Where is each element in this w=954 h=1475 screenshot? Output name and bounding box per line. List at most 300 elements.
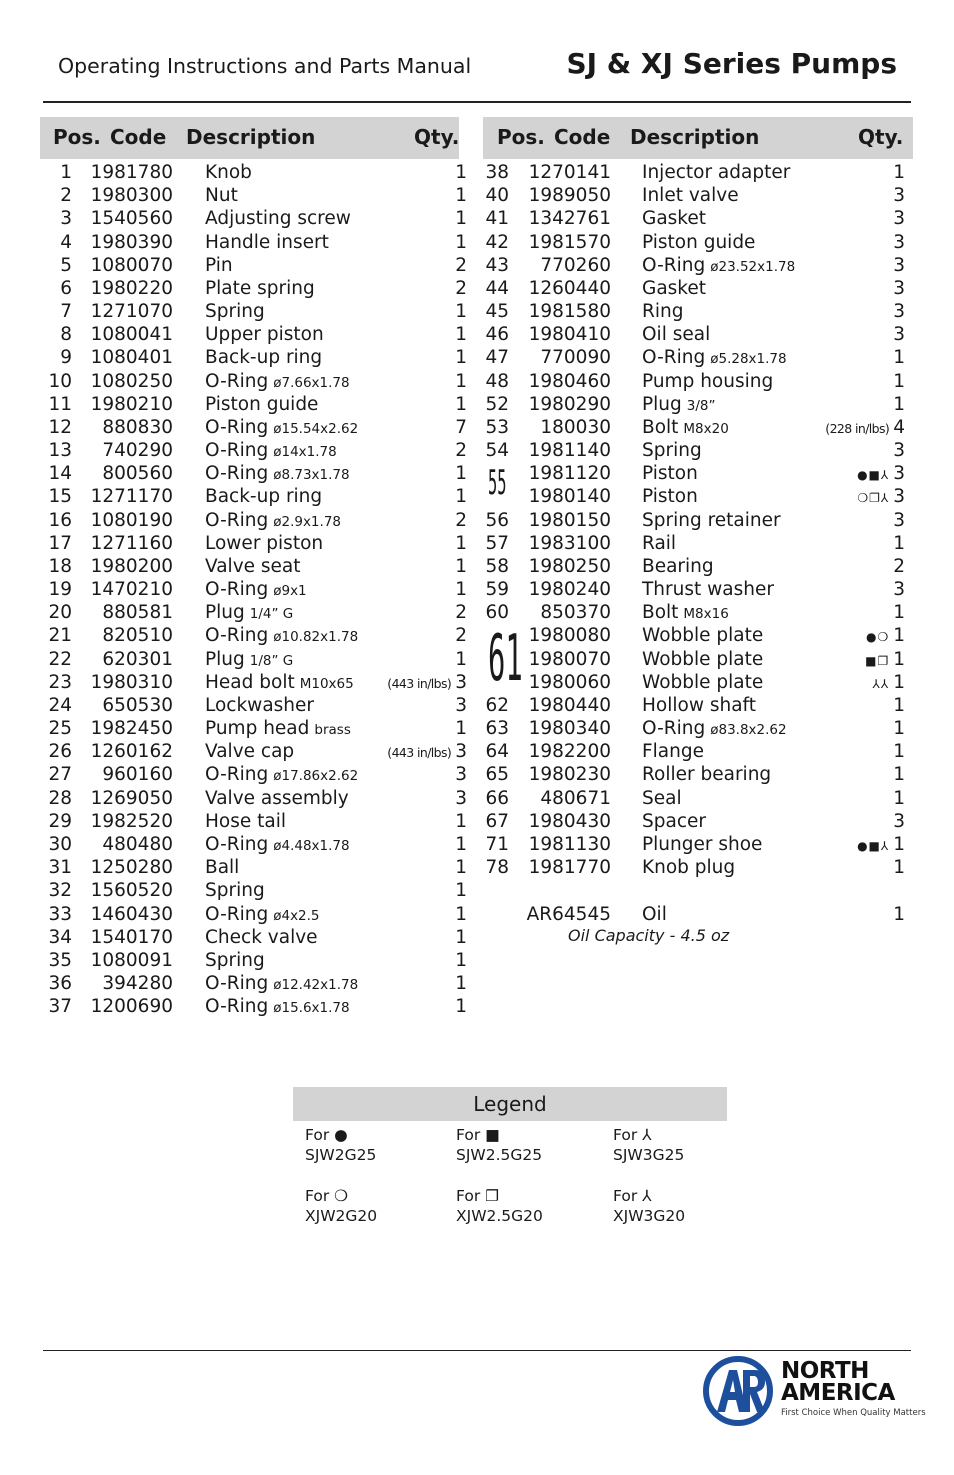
row-note: ●■⅄ bbox=[857, 838, 890, 853]
row-description-text: Valve assembly bbox=[205, 787, 349, 809]
row-qty bbox=[455, 973, 467, 994]
row-description-text: Flange bbox=[642, 741, 704, 763]
row-qty bbox=[455, 533, 467, 554]
row-code: 1980390 bbox=[90, 231, 173, 253]
row-qty-value: 1 bbox=[455, 185, 467, 207]
legend-label: For ■ bbox=[456, 1126, 500, 1144]
row-description bbox=[642, 417, 729, 438]
row-code: 1980430 bbox=[528, 810, 611, 832]
row-description-text: Injector adapter bbox=[642, 162, 791, 183]
row-description bbox=[642, 579, 774, 600]
row-qty bbox=[455, 556, 467, 577]
row-description bbox=[642, 857, 735, 878]
row-description bbox=[642, 695, 756, 716]
row-pos: 34 bbox=[48, 926, 72, 948]
row-qty-value: 1 bbox=[455, 903, 467, 925]
row-description bbox=[642, 672, 763, 693]
row-description bbox=[642, 394, 716, 415]
row-qty-value: 1 bbox=[455, 949, 467, 971]
row-code: 1269050 bbox=[90, 787, 173, 809]
row-description bbox=[642, 649, 763, 670]
row-qty-value: 1 bbox=[893, 648, 905, 670]
row-description-text: Plug bbox=[205, 648, 245, 670]
row-qty bbox=[455, 463, 467, 484]
row-spec: ø2.9x1.78 bbox=[273, 513, 341, 530]
table-row bbox=[40, 463, 470, 486]
table-row bbox=[40, 347, 470, 370]
row-qty bbox=[893, 510, 905, 531]
row-description bbox=[205, 463, 350, 484]
row-pos: 52 bbox=[485, 393, 509, 415]
row-qty bbox=[455, 232, 467, 253]
row-pos: 7 bbox=[60, 301, 72, 323]
row-pos: 20 bbox=[48, 602, 72, 624]
legend-item bbox=[456, 1125, 542, 1165]
row-qty bbox=[455, 371, 467, 392]
row-qty-value: 3 bbox=[893, 486, 905, 508]
col-pos: Pos. bbox=[497, 125, 545, 149]
row-code: 740290 bbox=[102, 440, 173, 462]
table-row bbox=[483, 625, 913, 648]
row-description bbox=[205, 208, 351, 229]
row-spec: M8x20 bbox=[683, 420, 729, 437]
row-code: 1080401 bbox=[90, 347, 173, 369]
row-spec: ø8.73x1.78 bbox=[273, 467, 350, 484]
row-code: 1080190 bbox=[90, 509, 173, 531]
row-code: 1980240 bbox=[528, 579, 611, 601]
footer-rule bbox=[43, 1350, 911, 1351]
table-row bbox=[483, 741, 913, 764]
row-pos: 47 bbox=[485, 347, 509, 369]
row-description bbox=[205, 232, 329, 253]
row-description-text: Wobble plate bbox=[642, 671, 764, 693]
table-row bbox=[40, 718, 470, 741]
row-qty-value: 3 bbox=[893, 208, 905, 230]
row-description bbox=[642, 232, 755, 253]
row-qty bbox=[455, 996, 467, 1017]
row-description-text: Plate spring bbox=[205, 277, 315, 299]
row-qty-value: 1 bbox=[455, 324, 467, 346]
row-description bbox=[642, 208, 706, 229]
row-description bbox=[205, 927, 318, 948]
row-description-text: O-Ring bbox=[205, 509, 269, 531]
table-row bbox=[483, 904, 913, 927]
legend-label: For ● bbox=[305, 1126, 348, 1144]
row-description-text: O-Ring bbox=[205, 440, 269, 462]
row-code: 1980220 bbox=[90, 277, 173, 299]
row-description bbox=[205, 996, 350, 1017]
row-pos: 40 bbox=[485, 185, 509, 207]
row-code: 1981780 bbox=[90, 162, 173, 183]
row-qty-value: 1 bbox=[893, 370, 905, 392]
row-pos: 64 bbox=[485, 741, 509, 763]
row-description bbox=[642, 741, 704, 762]
row-description bbox=[205, 649, 293, 670]
row-spec: ø10.82x1.78 bbox=[273, 629, 359, 646]
row-code: 1470210 bbox=[90, 579, 173, 601]
row-qty bbox=[455, 440, 467, 461]
table-row bbox=[40, 510, 470, 533]
table-row bbox=[40, 324, 470, 347]
row-qty bbox=[387, 672, 467, 693]
row-code: 1980460 bbox=[528, 370, 611, 392]
row-qty bbox=[893, 533, 905, 554]
row-description bbox=[642, 371, 773, 392]
row-description-text: O-Ring bbox=[642, 254, 706, 276]
row-description bbox=[205, 371, 350, 392]
row-pos: 3 bbox=[60, 208, 72, 230]
row-description-text: Piston bbox=[642, 486, 698, 508]
row-spec: ø7.66x1.78 bbox=[273, 374, 350, 391]
table-row bbox=[40, 185, 470, 208]
row-description-text: Seal bbox=[642, 787, 682, 809]
legend-label: For ⅄ bbox=[613, 1126, 652, 1144]
ar-logo-icon bbox=[703, 1356, 773, 1426]
row-qty-value: 2 bbox=[455, 277, 467, 299]
row-description-text: Knob plug bbox=[642, 857, 736, 879]
row-qty bbox=[893, 324, 905, 345]
table-row bbox=[40, 278, 470, 301]
row-pos: 66 bbox=[485, 787, 509, 809]
row-description-text: Gasket bbox=[642, 208, 707, 230]
row-description bbox=[205, 788, 349, 809]
row-qty-value: 3 bbox=[893, 463, 905, 485]
row-pos: 14 bbox=[48, 463, 72, 485]
table-row bbox=[483, 556, 913, 579]
row-qty bbox=[825, 417, 905, 438]
table-row bbox=[40, 440, 470, 463]
table-row bbox=[40, 788, 470, 811]
row-qty-value: 2 bbox=[893, 555, 905, 577]
row-code: 1980310 bbox=[90, 671, 173, 693]
row-pos: 31 bbox=[48, 857, 72, 879]
row-qty-value: 1 bbox=[455, 926, 467, 948]
table-row bbox=[40, 973, 470, 996]
col-qty: Qty. bbox=[414, 125, 460, 149]
row-description bbox=[205, 324, 324, 345]
row-spec: 1/8” G bbox=[249, 652, 294, 669]
row-code: AR64545 bbox=[526, 903, 611, 925]
row-qty-value: 3 bbox=[455, 741, 467, 763]
row-pos: 18 bbox=[48, 555, 72, 577]
row-pos: 28 bbox=[48, 787, 72, 809]
row-description bbox=[642, 463, 698, 484]
row-pos: 9 bbox=[60, 347, 72, 369]
row-qty bbox=[455, 255, 467, 276]
row-description-text: O-Ring bbox=[205, 625, 269, 647]
row-description-text: O-Ring bbox=[205, 416, 269, 438]
col-qty: Qty. bbox=[858, 125, 904, 149]
row-qty-value: 1 bbox=[893, 347, 905, 369]
row-pos: 60 bbox=[485, 602, 509, 624]
row-code: 1980410 bbox=[528, 324, 611, 346]
row-qty-value: 1 bbox=[455, 463, 467, 485]
row-qty-value: 1 bbox=[455, 208, 467, 230]
row-pos: 24 bbox=[48, 694, 72, 716]
table-row bbox=[483, 811, 913, 834]
logo-text-line1: NORTH bbox=[781, 1358, 869, 1384]
table-row bbox=[40, 602, 470, 625]
legend-label: For ❍ bbox=[305, 1187, 349, 1205]
row-description-text: Handle insert bbox=[205, 231, 329, 253]
row-description bbox=[205, 811, 286, 832]
row-description bbox=[205, 556, 301, 577]
row-pos: 8 bbox=[60, 324, 72, 346]
row-pos: 27 bbox=[48, 764, 72, 786]
col-code: Code bbox=[110, 125, 167, 149]
row-description bbox=[205, 162, 252, 183]
legend-model: SJW2G25 bbox=[305, 1146, 377, 1164]
row-qty-value: 2 bbox=[455, 625, 467, 647]
row-description bbox=[642, 904, 667, 925]
row-pos: 12 bbox=[48, 416, 72, 438]
row-qty bbox=[455, 486, 467, 507]
row-spec: ø4.48x1.78 bbox=[273, 837, 350, 854]
row-pos: 71 bbox=[485, 833, 509, 855]
row-pos: 26 bbox=[48, 741, 72, 763]
row-code: 1981130 bbox=[528, 833, 611, 855]
ar-north-america-logo bbox=[703, 1356, 926, 1426]
table-row bbox=[40, 741, 470, 764]
row-description bbox=[205, 672, 354, 693]
row-qty-value: 1 bbox=[455, 555, 467, 577]
row-qty-value: 3 bbox=[893, 277, 905, 299]
row-code: 880581 bbox=[102, 602, 173, 624]
row-qty-value: 1 bbox=[893, 764, 905, 786]
row-spec: ø15.54x2.62 bbox=[273, 420, 359, 437]
row-qty bbox=[455, 394, 467, 415]
row-code: 1980290 bbox=[528, 393, 611, 415]
row-description-text: Back-up ring bbox=[205, 486, 323, 508]
row-description bbox=[642, 602, 729, 623]
row-pos: 29 bbox=[48, 810, 72, 832]
row-qty-value: 1 bbox=[455, 162, 467, 183]
row-description bbox=[205, 973, 358, 994]
row-description-text: Bearing bbox=[642, 555, 714, 577]
table-row bbox=[40, 649, 470, 672]
row-qty bbox=[865, 649, 905, 670]
row-description bbox=[642, 278, 706, 299]
row-note: ■❐ bbox=[865, 653, 890, 668]
table-row bbox=[40, 417, 470, 440]
row-description-text: Oil bbox=[642, 903, 667, 925]
group-position-55: 55 bbox=[488, 463, 507, 503]
row-description bbox=[205, 579, 307, 600]
row-qty bbox=[455, 788, 467, 809]
table-row bbox=[40, 533, 470, 556]
row-description-text: Spring bbox=[205, 949, 265, 971]
row-qty-value: 2 bbox=[455, 602, 467, 624]
row-description-text: O-Ring bbox=[205, 996, 269, 1018]
row-spec: M10x65 bbox=[299, 675, 354, 692]
row-pos: 65 bbox=[485, 764, 509, 786]
table-row bbox=[40, 904, 470, 927]
row-code: 1260162 bbox=[90, 741, 173, 763]
col-pos: Pos. bbox=[53, 125, 101, 149]
row-qty-value: 3 bbox=[893, 231, 905, 253]
table-row bbox=[483, 324, 913, 347]
row-qty bbox=[455, 880, 467, 901]
row-pos: 33 bbox=[48, 903, 72, 925]
header-title: SJ & XJ Series Pumps bbox=[566, 47, 897, 80]
row-pos: 54 bbox=[485, 440, 509, 462]
table-row bbox=[483, 695, 913, 718]
row-qty-value: 1 bbox=[455, 486, 467, 508]
row-qty-value: 1 bbox=[893, 602, 905, 624]
row-note: ❍❐⅄ bbox=[857, 491, 890, 506]
table-row bbox=[40, 811, 470, 834]
row-description bbox=[205, 695, 314, 716]
row-code: 1271170 bbox=[90, 486, 173, 508]
table-row bbox=[483, 463, 913, 486]
row-description-text: O-Ring bbox=[205, 370, 269, 392]
table-row bbox=[40, 486, 470, 509]
row-pos: 48 bbox=[485, 370, 509, 392]
row-pos: 46 bbox=[485, 324, 509, 346]
row-description-text: Plug bbox=[205, 602, 245, 624]
row-pos: 43 bbox=[485, 254, 509, 276]
row-qty-value: 7 bbox=[455, 416, 467, 438]
row-code: 1200690 bbox=[90, 996, 173, 1018]
parts-table-left bbox=[40, 162, 470, 1019]
table-row bbox=[483, 718, 913, 741]
row-description-text: Check valve bbox=[205, 926, 318, 948]
row-code: 1980070 bbox=[528, 648, 611, 670]
row-qty-value: 3 bbox=[893, 440, 905, 462]
row-code: 1983100 bbox=[528, 532, 611, 554]
row-description bbox=[205, 394, 318, 415]
row-pos: 23 bbox=[48, 671, 72, 693]
row-qty-value: 1 bbox=[893, 741, 905, 763]
row-description-text: Wobble plate bbox=[642, 648, 764, 670]
row-description-text: Pump housing bbox=[642, 370, 774, 392]
row-pos: 1 bbox=[60, 162, 72, 183]
row-pos: 53 bbox=[485, 416, 509, 438]
table-row bbox=[40, 208, 470, 231]
row-description-text: Piston bbox=[642, 463, 698, 485]
row-note: (443 in/lbs) bbox=[387, 745, 452, 761]
row-pos: 11 bbox=[48, 393, 72, 415]
row-qty-value: 1 bbox=[893, 393, 905, 415]
legend bbox=[293, 1087, 727, 1225]
legend-label: For ⅄ bbox=[613, 1187, 652, 1205]
row-code: 880830 bbox=[102, 416, 173, 438]
row-qty-value: 3 bbox=[893, 810, 905, 832]
row-qty bbox=[455, 579, 467, 600]
row-description bbox=[642, 440, 702, 461]
row-description-text: Head bolt bbox=[205, 671, 295, 693]
row-code: 1980140 bbox=[528, 486, 611, 508]
row-description-text: Lockwasher bbox=[205, 694, 315, 716]
row-description bbox=[642, 347, 787, 368]
row-qty-value: 3 bbox=[893, 254, 905, 276]
row-qty-value: 3 bbox=[455, 694, 467, 716]
row-description-text: Spacer bbox=[642, 810, 706, 832]
legend-model: SJW3G25 bbox=[613, 1146, 685, 1164]
row-description-text: Pin bbox=[205, 254, 233, 276]
row-qty bbox=[455, 857, 467, 878]
row-description-text: O-Ring bbox=[205, 973, 269, 995]
row-description bbox=[642, 764, 771, 785]
row-pos: 37 bbox=[48, 996, 72, 1018]
row-qty bbox=[893, 904, 905, 925]
row-description bbox=[642, 162, 790, 183]
row-qty-value: 3 bbox=[455, 671, 467, 693]
header-rule bbox=[43, 101, 911, 103]
row-code: 1989050 bbox=[528, 185, 611, 207]
row-description bbox=[205, 255, 233, 276]
parts-table-right bbox=[483, 162, 913, 927]
left-table-header bbox=[40, 117, 459, 159]
row-qty-value: 1 bbox=[455, 857, 467, 879]
row-description bbox=[205, 301, 265, 322]
row-description bbox=[205, 185, 238, 206]
legend-item bbox=[305, 1186, 377, 1226]
table-row bbox=[483, 857, 913, 880]
table-row bbox=[40, 857, 470, 880]
row-description-text: Spring bbox=[205, 880, 265, 902]
row-qty-value: 1 bbox=[455, 301, 467, 323]
row-description-text: O-Ring bbox=[205, 764, 269, 786]
row-qty-value: 1 bbox=[893, 671, 905, 693]
row-qty bbox=[893, 162, 905, 183]
legend-item bbox=[456, 1186, 543, 1226]
row-qty bbox=[893, 255, 905, 276]
row-qty bbox=[893, 556, 905, 577]
row-qty-value: 3 bbox=[893, 509, 905, 531]
table-row bbox=[483, 486, 913, 509]
row-code: 1560520 bbox=[90, 880, 173, 902]
row-code: 1980340 bbox=[528, 718, 611, 740]
row-description-text: Nut bbox=[205, 185, 238, 207]
table-row bbox=[483, 834, 913, 857]
row-spec: ø14x1.78 bbox=[273, 444, 337, 461]
row-spec: 1/4” G bbox=[249, 606, 294, 623]
row-qty-value: 1 bbox=[455, 810, 467, 832]
row-note: ⅄⅄ bbox=[872, 676, 890, 691]
row-qty bbox=[893, 232, 905, 253]
row-pos: 41 bbox=[485, 208, 509, 230]
row-description-text: Oil seal bbox=[642, 324, 711, 346]
legend-item bbox=[305, 1125, 376, 1165]
row-qty bbox=[455, 278, 467, 299]
row-code: 1980210 bbox=[90, 393, 173, 415]
legend-item bbox=[613, 1125, 684, 1165]
row-qty-value: 3 bbox=[893, 324, 905, 346]
row-qty-value: 3 bbox=[455, 787, 467, 809]
row-qty bbox=[455, 811, 467, 832]
table-row bbox=[483, 232, 913, 255]
row-spec: M8x16 bbox=[683, 606, 729, 623]
table-row bbox=[40, 162, 470, 185]
row-description-text: Gasket bbox=[642, 277, 707, 299]
row-description bbox=[642, 255, 795, 276]
row-code: 1981120 bbox=[528, 463, 611, 485]
row-qty-value: 2 bbox=[455, 440, 467, 462]
row-code: 1460430 bbox=[90, 903, 173, 925]
row-code: 1980080 bbox=[528, 625, 611, 647]
row-description bbox=[205, 880, 265, 901]
row-pos: 59 bbox=[485, 579, 509, 601]
row-description bbox=[205, 834, 350, 855]
row-pos: 35 bbox=[48, 949, 72, 971]
legend-model: XJW2.5G20 bbox=[456, 1207, 543, 1225]
table-row bbox=[483, 672, 913, 695]
row-description-text: Knob bbox=[205, 162, 252, 183]
table-row bbox=[483, 788, 913, 811]
row-description-text: Rail bbox=[642, 532, 677, 554]
table-row bbox=[483, 371, 913, 394]
